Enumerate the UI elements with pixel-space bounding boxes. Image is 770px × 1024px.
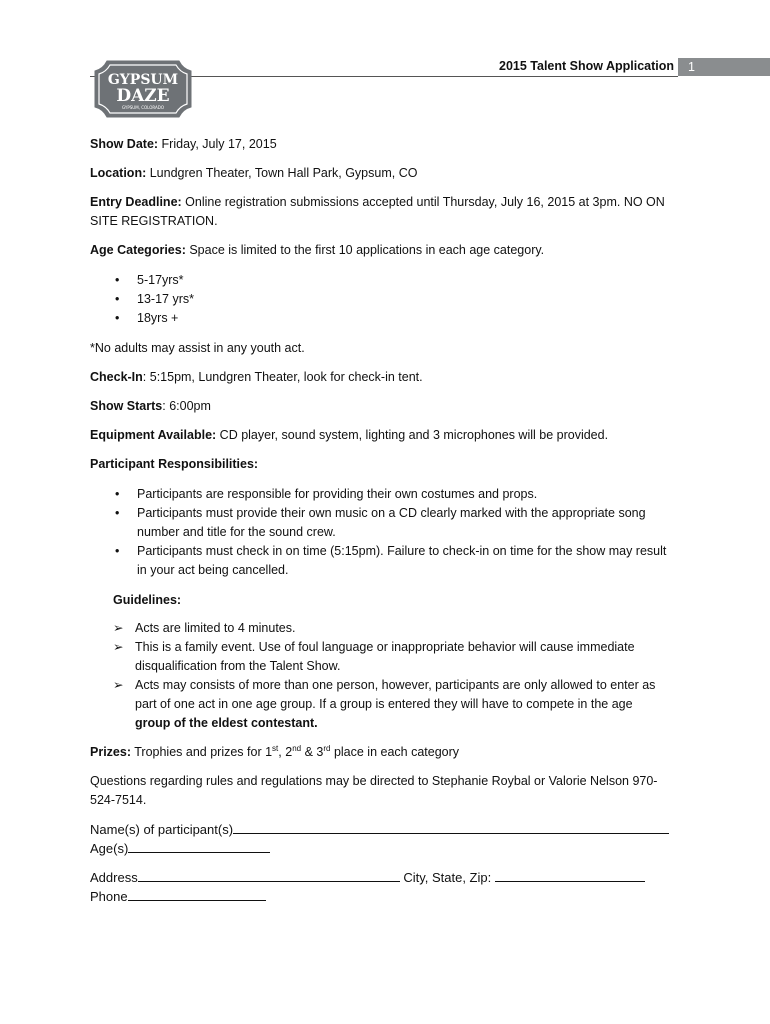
guideline-text-cont: group of the eldest contestant. xyxy=(135,716,318,730)
ages-label: Age(s) xyxy=(90,841,129,856)
location-value: Lundgren Theater, Town Hall Park, Gypsum, CO xyxy=(146,166,418,180)
show-date-label: Show Date: xyxy=(90,137,159,151)
questions-line1: Questions regarding rules and regulations may be directed to Stephanie Roybal or Valorie Nelson 970- xyxy=(90,774,658,788)
show-starts-value: : 6:00pm xyxy=(162,399,211,413)
show-date xyxy=(90,136,277,152)
age-category: 18yrs + xyxy=(137,311,179,325)
age-category: 5-17yrs* xyxy=(137,273,184,287)
equipment xyxy=(90,427,608,443)
ordinal-suffix: st xyxy=(272,743,279,753)
responsibility-text: Participants are responsible for providing their own costumes and props. xyxy=(137,487,538,501)
logo-line1: GYPSUM xyxy=(107,72,179,88)
youth-note: *No adults may assist in any youth act. xyxy=(90,341,305,355)
prizes xyxy=(90,744,459,760)
guideline-text-cont: part of one act in one age group. If a group is entered they will have to compete in the age xyxy=(135,697,633,711)
prizes-text: Trophies and prizes for 1 xyxy=(131,745,273,759)
location xyxy=(90,165,417,181)
check-in-label: Check-In xyxy=(90,370,143,384)
ordinal-suffix: nd xyxy=(292,743,302,753)
responsibility-text-cont: in your act being cancelled. xyxy=(137,563,289,577)
questions-line2: 524-7514. xyxy=(90,793,147,807)
city-state-zip-label: City, State, Zip: xyxy=(399,870,495,885)
page-number: 1 xyxy=(688,60,695,74)
address-field[interactable] xyxy=(90,869,645,886)
prizes-text: , 2 xyxy=(278,745,293,759)
address-label: Address xyxy=(90,870,138,885)
page-number-box xyxy=(678,58,770,76)
participant-names-label: Name(s) of participant(s) xyxy=(90,822,234,837)
logo-line2: DAZE xyxy=(116,86,170,106)
city-state-zip-line[interactable] xyxy=(495,869,645,882)
entry-deadline-value: Online registration submissions accepted until Thursday, July 16, 2015 at 3pm. NO ON xyxy=(181,195,665,209)
responsibilities-heading: Participant Responsibilities: xyxy=(90,457,259,471)
phone-field[interactable] xyxy=(90,888,266,905)
location-label: Location: xyxy=(90,166,147,180)
age-categories-label: Age Categories: xyxy=(90,243,186,257)
entry-deadline-line2: SITE REGISTRATION. xyxy=(90,214,218,228)
show-starts xyxy=(90,398,211,414)
phone-line[interactable] xyxy=(128,888,266,901)
ordinal-suffix: rd xyxy=(323,743,331,753)
equipment-value: CD player, sound system, lighting and 3 microphones will be provided. xyxy=(216,428,609,442)
participant-names-field[interactable] xyxy=(90,821,669,838)
show-date-value: Friday, July 17, 2015 xyxy=(158,137,277,151)
entry-deadline-label: Entry Deadline: xyxy=(90,195,182,209)
age-category: 13-17 yrs* xyxy=(137,292,194,306)
address-line[interactable] xyxy=(138,869,400,882)
prizes-text: place in each category xyxy=(330,745,460,759)
arrow-bullet-icon: ➢ xyxy=(113,640,124,654)
gypsum-daze-logo xyxy=(93,55,193,123)
entry-deadline xyxy=(90,194,665,210)
guidelines-heading: Guidelines: xyxy=(113,593,182,607)
participant-names-line[interactable] xyxy=(233,821,669,834)
prizes-label: Prizes: xyxy=(90,745,131,759)
logo-line3: GYPSUM, COLORADO xyxy=(122,105,164,110)
show-starts-label: Show Starts xyxy=(90,399,163,413)
check-in-value: : 5:15pm, Lundgren Theater, look for check-in tent. xyxy=(142,370,423,384)
ages-line[interactable] xyxy=(128,840,270,853)
document-title: 2015 Talent Show Application xyxy=(499,59,675,73)
phone-label: Phone xyxy=(90,889,128,904)
guideline-text-cont: disqualification from the Talent Show. xyxy=(135,659,341,673)
responsibility-text: Participants must check in on time (5:15pm). Failure to check-in on time for the show may result xyxy=(137,544,667,558)
bullet-icon: • xyxy=(115,273,120,287)
responsibility-text: Participants must provide their own music on a CD clearly marked with the appropriate song xyxy=(137,506,646,520)
guideline-text: Acts are limited to 4 minutes. xyxy=(135,621,296,635)
age-categories-value: Space is limited to the first 10 applications in each age category. xyxy=(185,243,545,257)
bullet-icon: • xyxy=(115,487,120,501)
check-in xyxy=(90,369,423,385)
bullet-icon: • xyxy=(115,506,120,520)
guideline-text: This is a family event. Use of foul language or inappropriate behavior will cause immediate xyxy=(135,640,635,654)
bullet-icon: • xyxy=(115,292,120,306)
arrow-bullet-icon: ➢ xyxy=(113,621,124,635)
arrow-bullet-icon: ➢ xyxy=(113,678,124,692)
bullet-icon: • xyxy=(115,544,120,558)
guideline-text: Acts may consists of more than one person, however, participants are only allowed to enter as xyxy=(135,678,656,692)
ages-field[interactable] xyxy=(90,840,270,857)
bullet-icon: • xyxy=(115,311,120,325)
responsibility-text-cont: number and title for the sound crew. xyxy=(137,525,336,539)
equipment-label: Equipment Available: xyxy=(90,428,217,442)
prizes-text: & 3 xyxy=(301,745,324,759)
age-categories xyxy=(90,242,544,258)
